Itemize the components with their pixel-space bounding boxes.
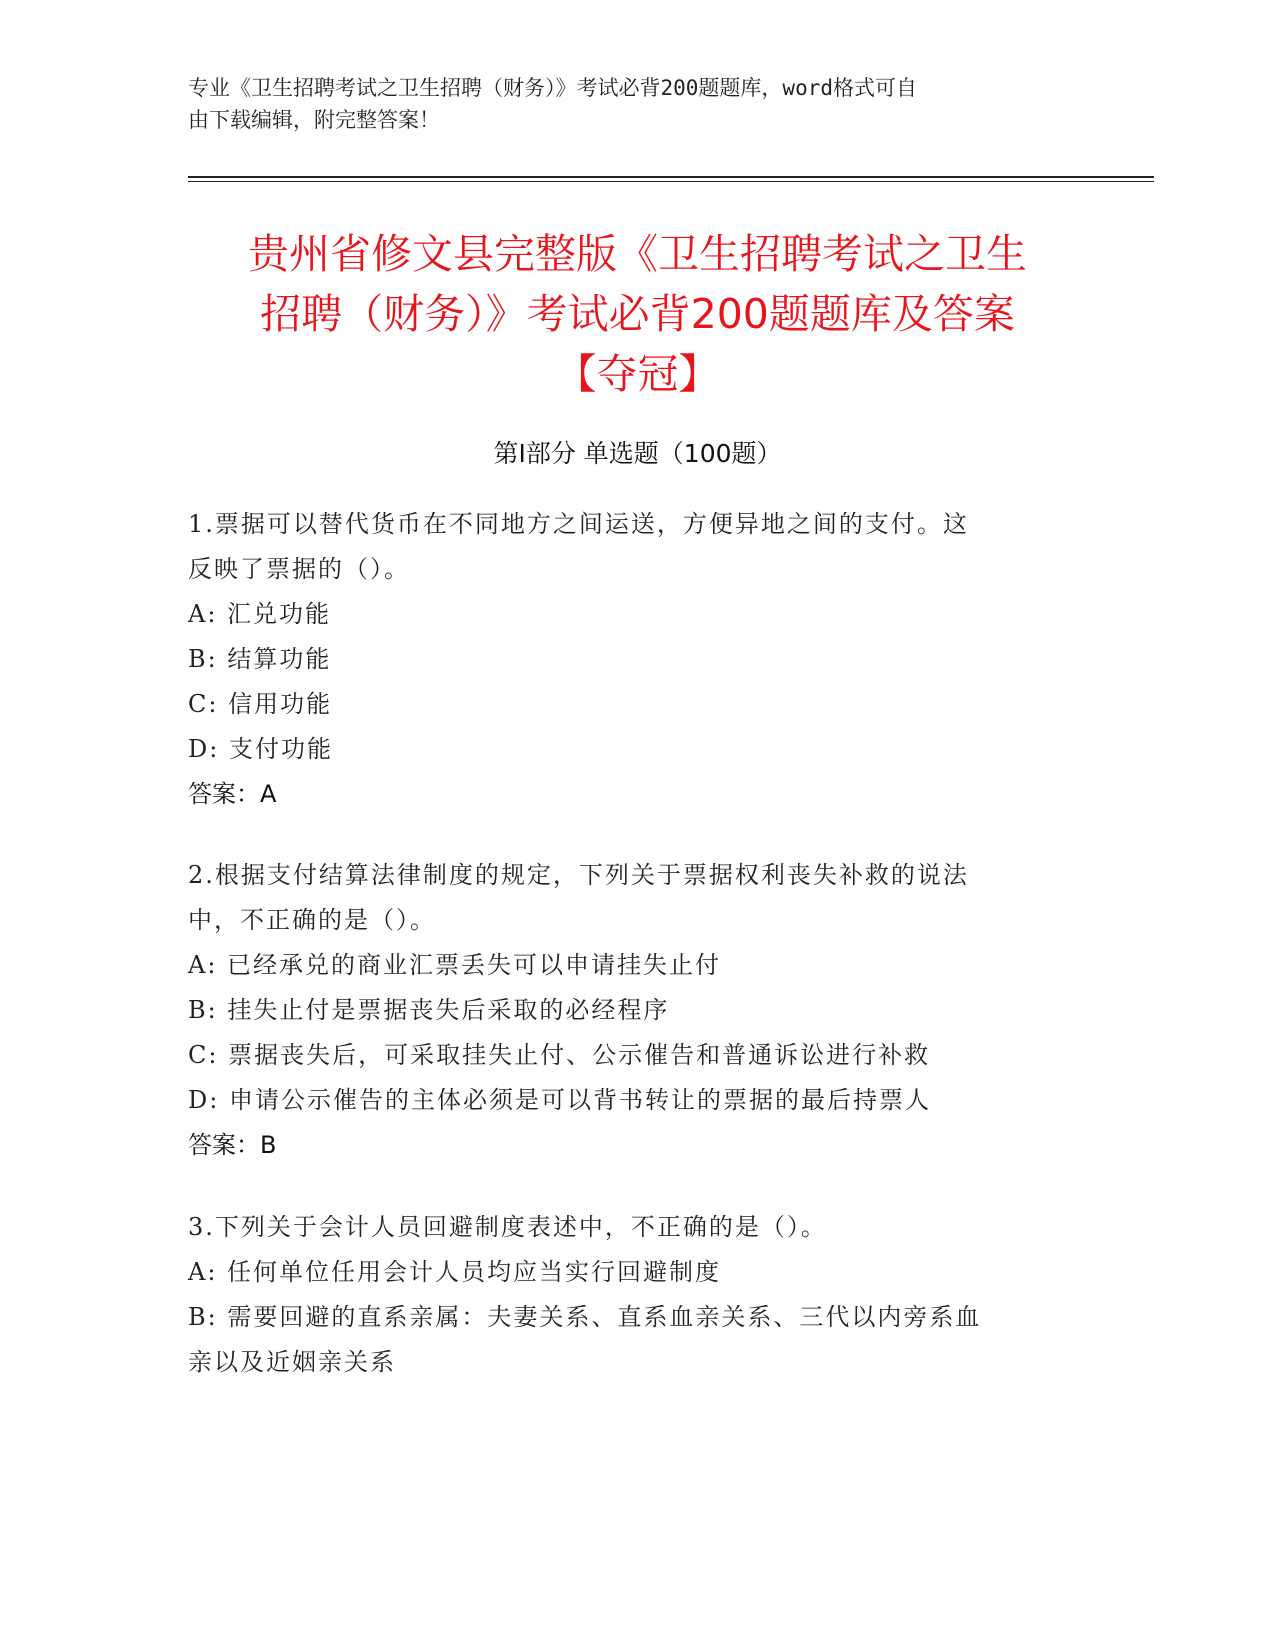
header-divider-thin xyxy=(188,181,1154,182)
question-3-option-b: B: 需要回避的直系亲属：夫妻关系、直系血亲关系、三代以内旁系血 xyxy=(188,1303,982,1331)
document-title-line-2: 招聘（财务）》考试必背200题题库及答案 xyxy=(260,290,1015,338)
question-2-option-d: D: 申请公示催告的主体必须是可以背书转让的票据的最后持票人 xyxy=(188,1086,931,1114)
question-3-option-b-continued: 亲以及近姻亲关系 xyxy=(188,1348,396,1376)
question-2 xyxy=(188,853,1088,1168)
document-title-line-3: 【夺冠】 xyxy=(555,350,720,398)
question-2-option-c: C: 票据丧失后，可采取挂失止付、公示催告和普通诉讼进行补救 xyxy=(188,1041,931,1069)
section-title: 第Ⅰ部分 单选题（100题） xyxy=(493,439,782,468)
question-2-option-b: B: 挂失止付是票据丧失后采取的必经程序 xyxy=(188,996,670,1024)
header-note-line-2: 由下载编辑，附完整答案！ xyxy=(188,108,440,132)
question-1-option-c: C: 信用功能 xyxy=(188,690,333,718)
question-1-stem-line-2: 反映了票据的（）。 xyxy=(188,555,410,583)
question-3-stem-line-1: 3.下列关于会计人员回避制度表述中，不正确的是（）。 xyxy=(188,1213,827,1241)
question-3-option-a: A: 任何单位任用会计人员均应当实行回避制度 xyxy=(188,1258,722,1286)
question-1-stem-line-1: 1.票据可以替代货币在不同地方之间运送，方便异地之间的支付。这 xyxy=(188,510,969,538)
question-1-option-b: B: 结算功能 xyxy=(188,645,332,673)
question-2-stem-line-1: 2.根据支付结算法律制度的规定，下列关于票据权利丧失补救的说法 xyxy=(188,861,969,889)
question-1 xyxy=(188,502,1088,817)
header-divider-thick xyxy=(188,176,1154,178)
question-2-option-a: A: 已经承兑的商业汇票丢失可以申请挂失止付 xyxy=(188,951,722,979)
document-title-line-1: 贵州省修文县完整版《卫生招聘考试之卫生 xyxy=(248,230,1027,278)
question-1-option-d: D: 支付功能 xyxy=(188,735,333,763)
question-2-stem-line-2: 中，不正确的是（）。 xyxy=(188,906,436,934)
question-1-answer: 答案：A xyxy=(188,780,277,808)
document-title xyxy=(130,224,1145,404)
question-3 xyxy=(188,1205,1088,1385)
header-note-line-1: 专业《卫生招聘考试之卫生招聘（财务）》考试必背200题题库，word格式可自 xyxy=(188,76,917,100)
header-note xyxy=(188,72,1068,136)
question-1-option-a: A: 汇兑功能 xyxy=(188,600,332,628)
question-2-answer: 答案：B xyxy=(188,1131,277,1159)
